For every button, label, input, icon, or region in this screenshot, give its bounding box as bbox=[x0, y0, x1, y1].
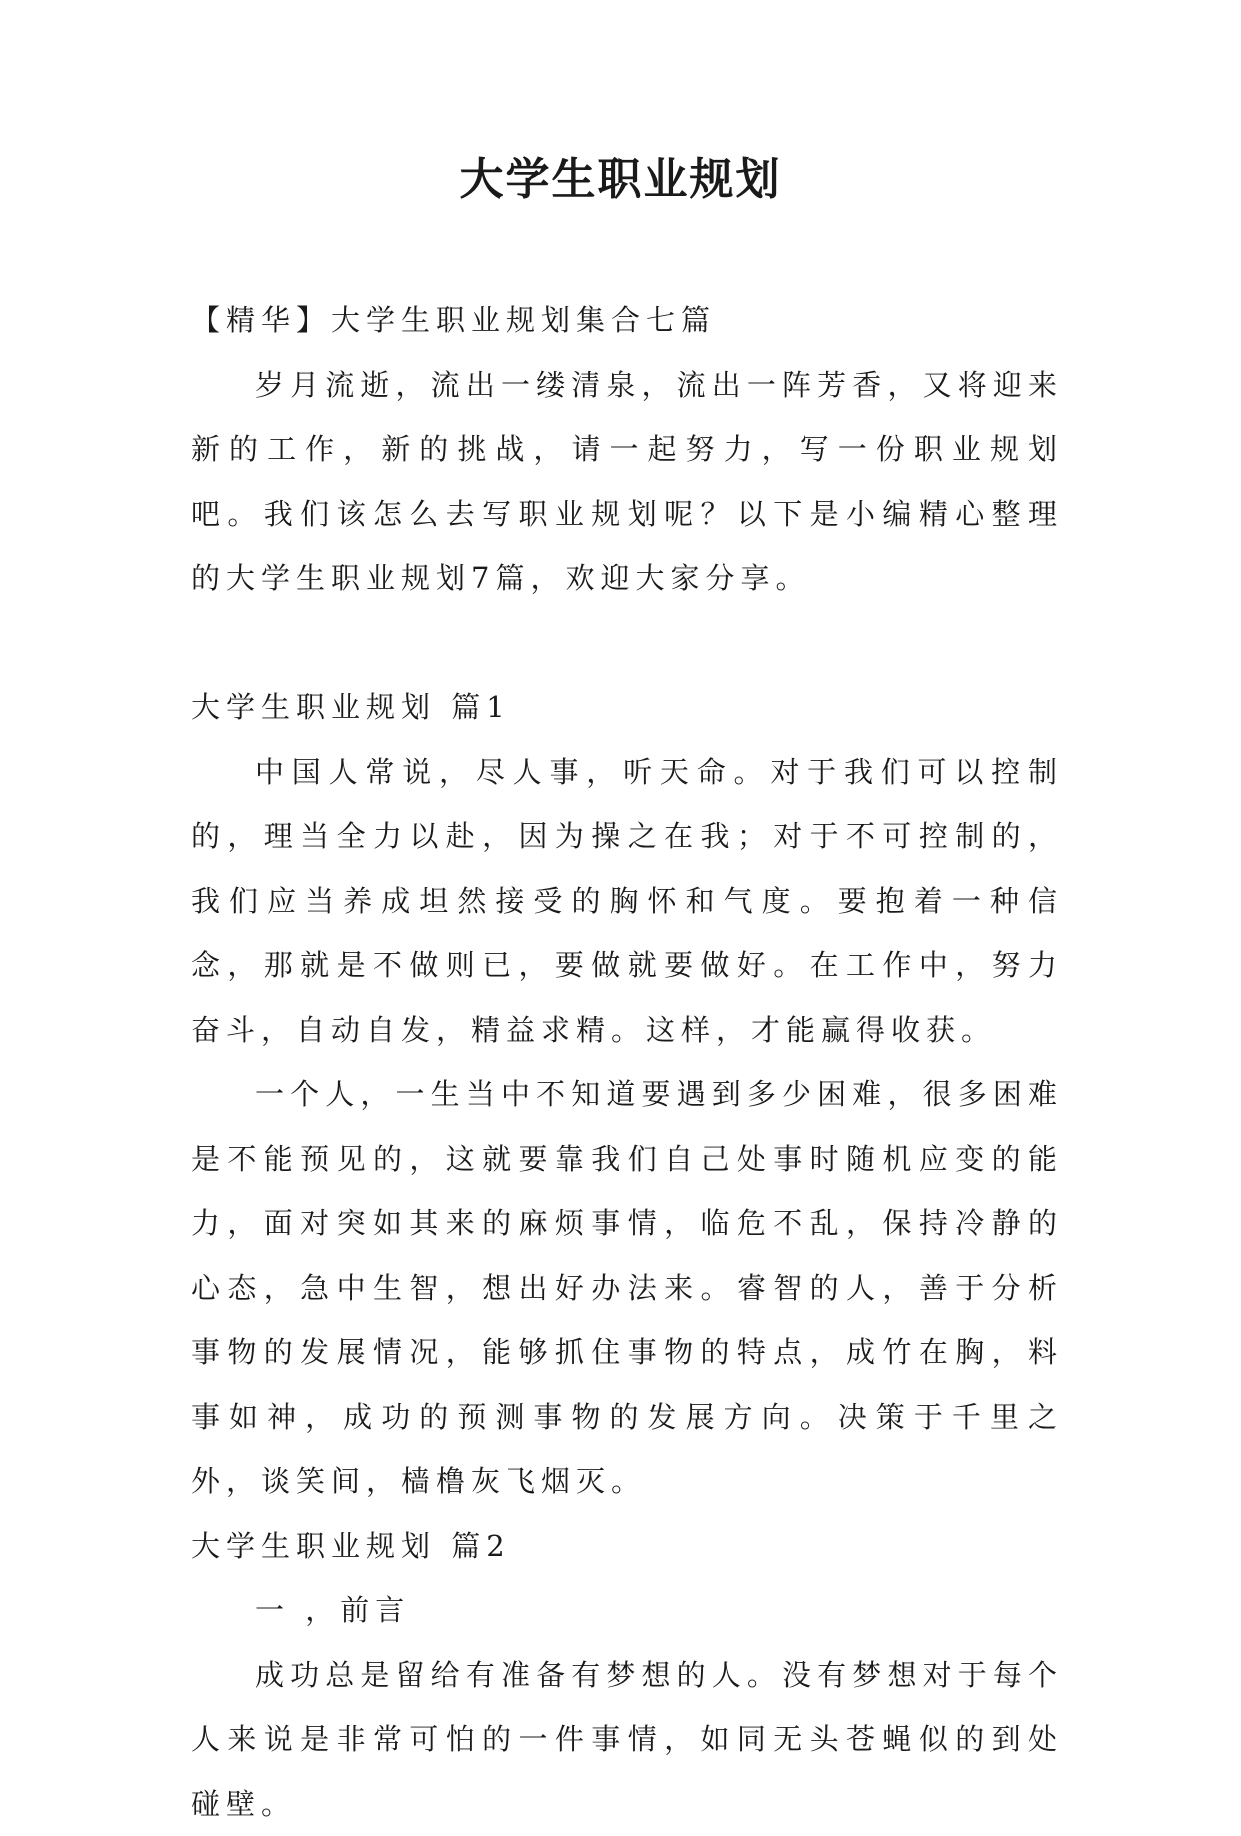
document-body bbox=[191, 288, 1063, 1836]
document-title: 大学生职业规划 bbox=[0, 150, 1241, 210]
section-heading-2: 大学生职业规划 篇2 bbox=[191, 1514, 1063, 1579]
section-2-paragraph-1: 一 ，前言 bbox=[191, 1578, 1063, 1643]
section-heading-1: 大学生职业规划 篇1 bbox=[191, 675, 1063, 740]
section-spacer bbox=[191, 611, 1063, 676]
section-1-paragraph-2: 一个人，一生当中不知道要遇到多少困难，很多困难是不能预见的，这就要靠我们自己处事时随机应变的能力，面对突如其来的麻烦事情，临危不乱，保持冷静的心态，急中生智，想出好办法来。睿智的人，善于分析事物的发展情况，能够抓住事物的特点，成竹在胸，料事如神，成功的预测事物的发展方向。决策于千里之外，谈笑间，樯橹灰飞烟灭。 bbox=[191, 1062, 1063, 1514]
document-subtitle: 【精华】大学生职业规划集合七篇 bbox=[191, 288, 1063, 353]
section-2-paragraph-2: 成功总是留给有准备有梦想的人。没有梦想对于每个人来说是非常可怕的一件事情，如同无头苍蝇似的到处碰壁。 bbox=[191, 1643, 1063, 1836]
intro-paragraph: 岁月流逝，流出一缕清泉，流出一阵芳香，又将迎来新的工作，新的挑战，请一起努力，写一份职业规划吧。我们该怎么去写职业规划呢？以下是小编精心整理的大学生职业规划7篇，欢迎大家分享。 bbox=[191, 353, 1063, 611]
section-1-paragraph-1: 中国人常说，尽人事，听天命。对于我们可以控制的，理当全力以赴，因为操之在我；对于不可控制的，我们应当养成坦然接受的胸怀和气度。要抱着一种信念，那就是不做则已，要做就要做好。在工作中，努力奋斗，自动自发，精益求精。这样，才能赢得收获。 bbox=[191, 740, 1063, 1063]
